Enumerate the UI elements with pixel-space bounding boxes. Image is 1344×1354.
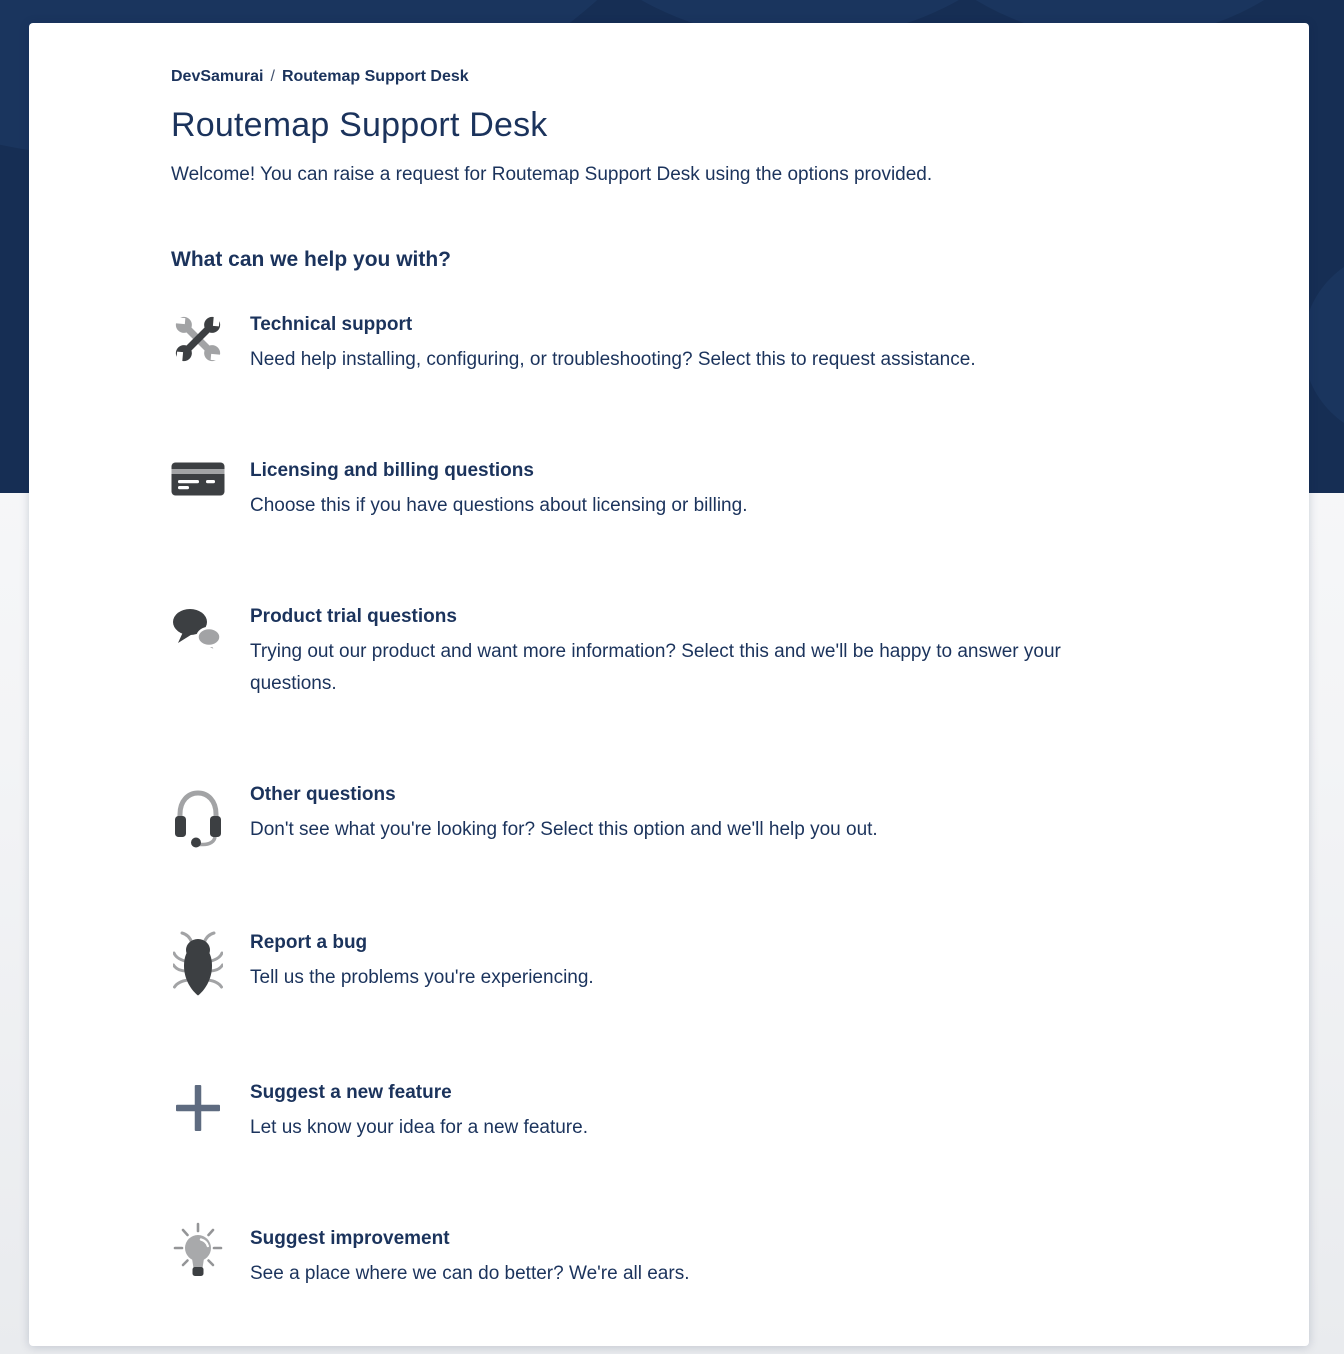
bug-icon bbox=[171, 930, 225, 998]
request-type-technical-support[interactable] bbox=[171, 312, 1249, 376]
lightbulb-icon bbox=[171, 1222, 225, 1288]
request-type-description: Trying out our product and want more information? Select this and we'll be happy to answer your questions. bbox=[250, 641, 1061, 694]
crossed-wrenches-icon bbox=[171, 312, 225, 366]
request-type-description: See a place where we can do better? We're all ears. bbox=[250, 1263, 690, 1284]
request-type-description: Choose this if you have questions about licensing or billing. bbox=[250, 495, 748, 516]
request-type-title[interactable]: Licensing and billing questions bbox=[250, 460, 534, 481]
credit-card-icon bbox=[171, 461, 225, 497]
speech-bubbles-icon bbox=[171, 607, 225, 651]
request-type-suggest-improvement[interactable] bbox=[171, 1226, 1249, 1290]
request-type-title[interactable]: Report a bug bbox=[250, 932, 368, 953]
request-type-report-bug[interactable] bbox=[171, 930, 1249, 998]
plus-icon bbox=[171, 1083, 225, 1133]
breadcrumb-separator: / bbox=[270, 68, 275, 85]
portal-card bbox=[29, 23, 1309, 1346]
request-type-product-trial[interactable] bbox=[171, 604, 1249, 700]
request-type-title[interactable]: Technical support bbox=[250, 314, 413, 335]
request-type-title[interactable]: Other questions bbox=[250, 784, 396, 805]
breadcrumb-project-link[interactable]: DevSamurai bbox=[171, 68, 264, 85]
request-type-description: Need help installing, configuring, or troubleshooting? Select this to request assistance. bbox=[250, 349, 976, 370]
headset-icon bbox=[171, 786, 225, 848]
request-type-title[interactable]: Suggest a new feature bbox=[250, 1082, 452, 1103]
request-type-list bbox=[171, 312, 1249, 1290]
breadcrumb bbox=[171, 67, 1249, 86]
request-type-title[interactable]: Suggest improvement bbox=[250, 1228, 450, 1249]
request-type-description: Don't see what you're looking for? Select this option and we'll help you out. bbox=[250, 819, 878, 840]
welcome-text: Welcome! You can raise a request for Routemap Support Desk using the options provided. bbox=[171, 164, 933, 185]
page-title: Routemap Support Desk bbox=[171, 106, 548, 144]
request-type-description: Let us know your idea for a new feature. bbox=[250, 1117, 588, 1138]
request-type-title[interactable]: Product trial questions bbox=[250, 606, 457, 627]
request-type-suggest-feature[interactable] bbox=[171, 1080, 1249, 1144]
breadcrumb-portal-link[interactable]: Routemap Support Desk bbox=[281, 68, 469, 85]
request-type-licensing-billing[interactable] bbox=[171, 458, 1249, 522]
section-heading: What can we help you with? bbox=[171, 248, 452, 271]
request-type-description: Tell us the problems you're experiencing. bbox=[250, 967, 594, 988]
request-type-other-questions[interactable] bbox=[171, 782, 1249, 848]
